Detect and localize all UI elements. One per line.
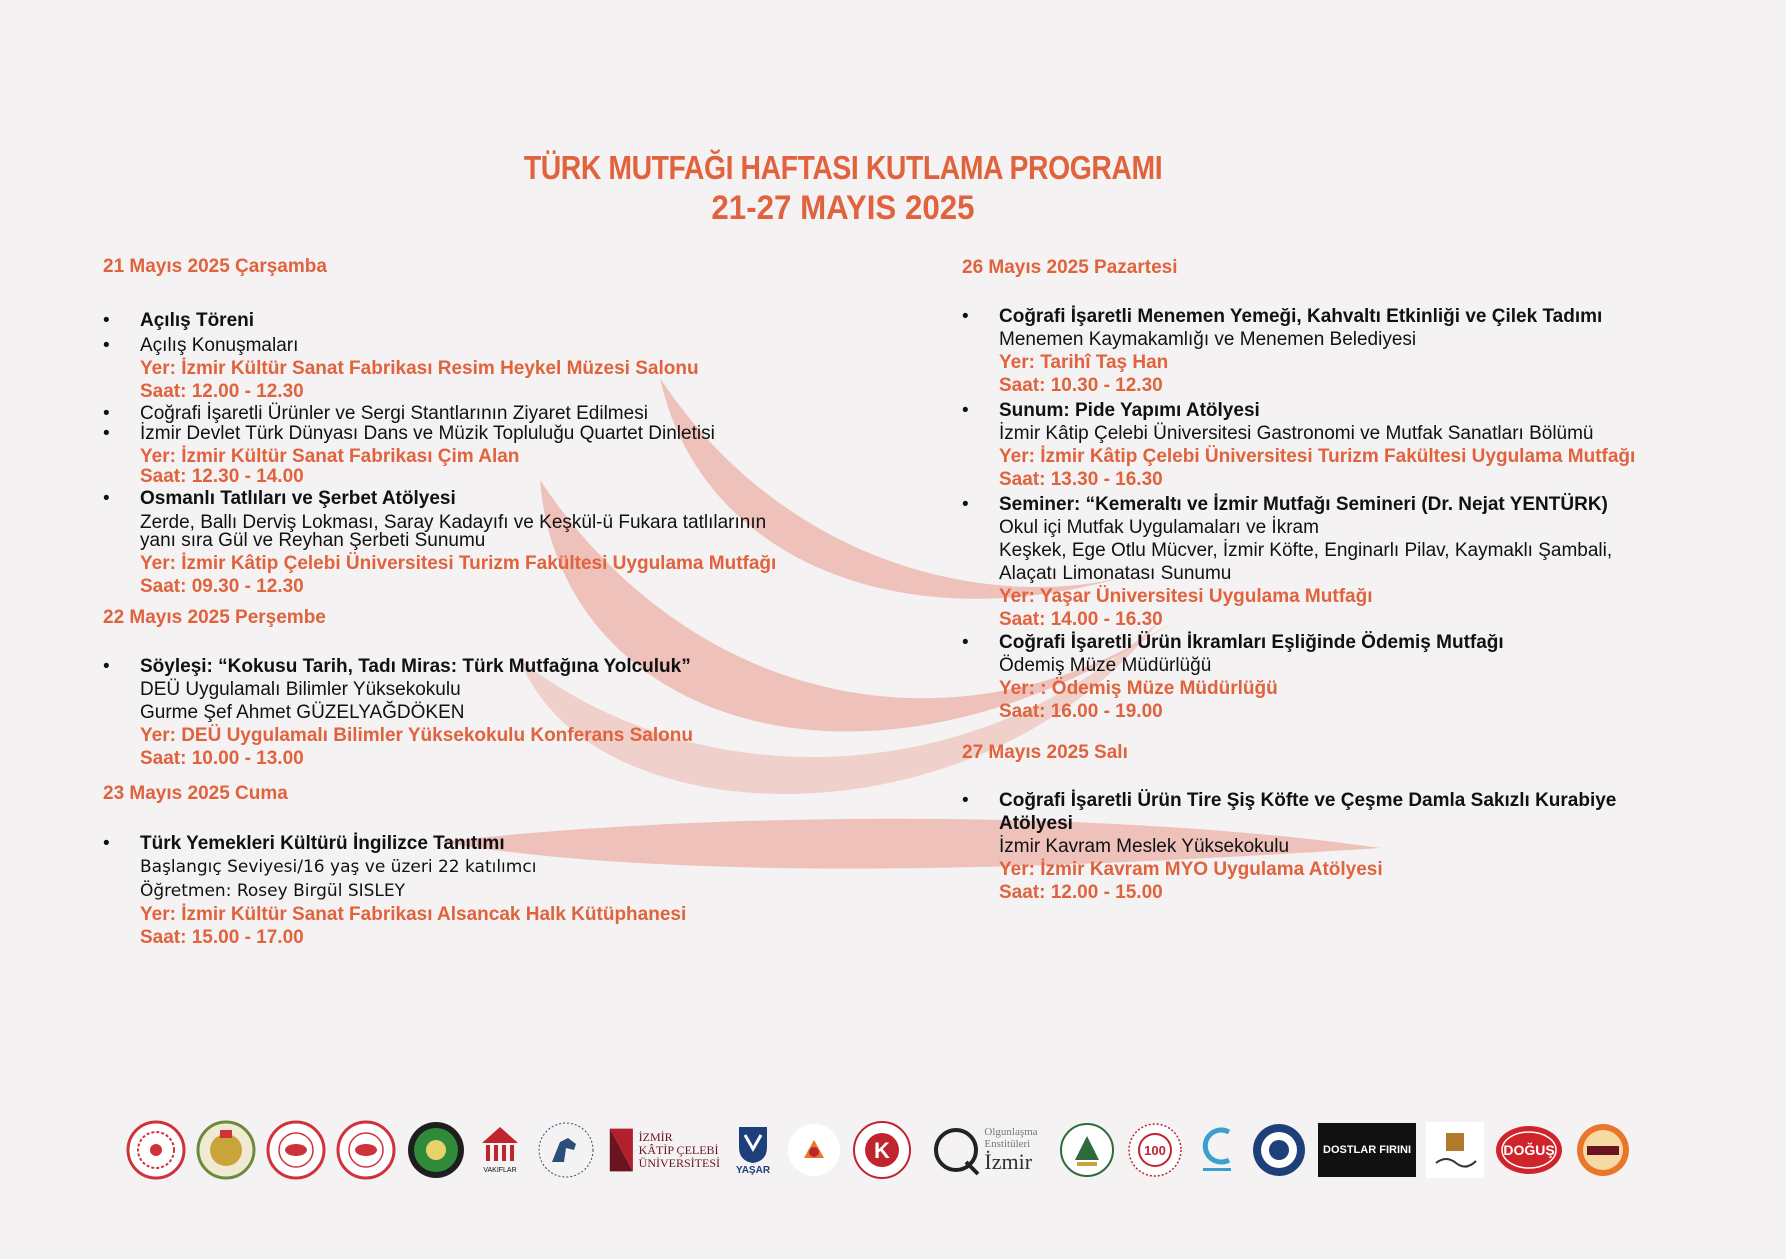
item-title: İzmir Devlet Türk Dünyası Dans ve Müzik Topluluğu Quartet Dinletisi: [140, 423, 715, 444]
item-detail: Ödemiş Müze Müdürlüğü: [999, 655, 1212, 676]
bullet-icon: •: [103, 423, 110, 444]
item-detail: Keşkek, Ege Otlu Mücver, İzmir Köfte, Enginarlı Pilav, Kaymaklı Şambali,: [999, 540, 1613, 561]
olgunlasma-text: [984, 1126, 1037, 1174]
program-item: [103, 422, 863, 488]
item-detail: yanı sıra Gül ve Reyhan Şerbeti Sunumu: [140, 530, 486, 551]
item-title-cont: Atölyesi: [999, 813, 1073, 834]
katip-line-2: KÂTİP ÇELEBİ: [638, 1142, 719, 1157]
olgunlasma-enstitusu-logo: [922, 1120, 1048, 1180]
anniversary-100-logo: [1126, 1120, 1184, 1180]
ustat-kardesler-logo: [1574, 1120, 1632, 1180]
item-title: Türk Yemekleri Kültürü İngilizce Tanıtımı: [140, 833, 505, 854]
day-heading: 27 Mayıs 2025 Salı: [962, 742, 1128, 763]
item-detail: DEÜ Uygulamalı Bilimler Yüksekokulu: [140, 679, 461, 700]
program-item: [962, 493, 1702, 631]
item-title: Coğrafi İşaretli Ürün İkramları Eşliğinde Ödemiş Mutfağı: [999, 632, 1504, 653]
day-heading: 26 Mayıs 2025 Pazartesi: [962, 257, 1178, 278]
program-item: [103, 832, 863, 949]
item-title: Coğrafi İşaretli Menemen Yemeği, Kahvaltı Etkinliği ve Çilek Tadımı: [999, 306, 1603, 327]
dostlar-firini-text: DOSTLAR FIRINI: [1323, 1144, 1411, 1156]
item-title: Coğrafi İşaretli Ürün Tire Şiş Köfte ve Çeşme Damla Sakızlı Kurabiye: [999, 790, 1617, 811]
item-detail: İzmir Kavram Meslek Yüksekokulu: [999, 836, 1290, 857]
program-item: [962, 789, 1702, 904]
katip-line-3: ÜNİVERSİTESİ: [638, 1155, 720, 1170]
balcova-termal-logo: [1194, 1120, 1240, 1180]
item-location: Yer: İzmir Kâtip Çelebi Üniversitesi Turizm Fakültesi Uygulama Mutfağı: [140, 553, 777, 574]
signature-brand-logo: [1426, 1122, 1484, 1178]
directorate-seal-logo: [266, 1120, 326, 1180]
green-emblem-logo: [406, 1120, 466, 1180]
program-item: [103, 334, 863, 403]
ministry-seal-logo: [126, 1120, 186, 1180]
item-time: Saat: 10.30 - 12.30: [999, 375, 1163, 396]
item-location: Yer: İzmir Kâtip Çelebi Üniversitesi Turizm Fakültesi Uygulama Mutfağı: [999, 446, 1636, 467]
katip-celebi-university-logo: [608, 1120, 720, 1180]
kavram-logo: [852, 1120, 912, 1180]
day-heading: 23 Mayıs 2025 Cuma: [103, 783, 288, 804]
item-title: Açılış Konuşmaları: [140, 335, 299, 356]
item-detail: İzmir Kâtip Çelebi Üniversitesi Gastronomi ve Mutfak Sanatları Bölümü: [999, 423, 1594, 444]
item-detail: Gurme Şef Ahmet GÜZELYAĞDÖKEN: [140, 702, 465, 723]
bullet-icon: •: [103, 335, 110, 356]
item-detail: Öğretmen: Rosey Birgül SISLEY: [140, 881, 406, 901]
bullet-icon: •: [103, 403, 110, 424]
bullet-icon: •: [103, 488, 110, 509]
left-column: [103, 255, 863, 949]
dogus-logo: [1494, 1120, 1564, 1180]
chamber-of-commerce-logo: [1058, 1120, 1116, 1180]
item-time: Saat: 12.00 - 12.30: [140, 381, 304, 402]
item-time: Saat: 12.00 - 15.00: [999, 882, 1163, 903]
item-time: Saat: 13.30 - 16.30: [999, 469, 1163, 490]
olgunlasma-line-1: Olgunlaşma: [984, 1126, 1038, 1138]
item-title: Söyleşi: “Kokusu Tarih, Tadı Miras: Türk Mutfağına Yolculuk”: [140, 656, 691, 677]
svg-text:100: 100: [1144, 1143, 1166, 1158]
item-location: Yer: Yaşar Üniversitesi Uygulama Mutfağı: [999, 586, 1373, 607]
program-item: [103, 309, 863, 332]
item-location: Yer: İzmir Kültür Sanat Fabrikası Çim Alan: [140, 446, 520, 467]
day-heading: 22 Mayıs 2025 Perşembe: [103, 607, 326, 628]
economy-university-logo: [786, 1120, 842, 1180]
bullet-icon: •: [962, 632, 969, 653]
program-item: [962, 631, 1702, 723]
page-title: [0, 148, 1686, 228]
item-time: Saat: 15.00 - 17.00: [140, 927, 304, 948]
dogus-text: DOĞUŞ: [1503, 1142, 1555, 1158]
item-time: Saat: 09.30 - 12.30: [140, 576, 304, 597]
item-location: Yer: Tarihî Taş Han: [999, 352, 1169, 373]
title-line-1: TÜRK MUTFAĞI HAFTASI KUTLAMA PROGRAMI: [523, 149, 1163, 186]
bullet-icon: •: [962, 306, 969, 327]
kavram-letter: K: [874, 1138, 890, 1163]
item-time: Saat: 10.00 - 13.00: [140, 748, 304, 769]
program-item: [103, 655, 863, 770]
item-time: Saat: 16.00 - 19.00: [999, 701, 1163, 722]
vakiflar-logo-text: VAKIFLAR: [483, 1166, 517, 1174]
governorship-seal-logo: [196, 1120, 256, 1180]
bullet-icon: •: [103, 310, 110, 331]
vakiflar-logo: [476, 1120, 524, 1180]
item-location: Yer: İzmir Kavram MYO Uygulama Atölyesi: [999, 859, 1383, 880]
title-line-2: 21-27 MAYIS 2025: [711, 189, 975, 227]
dostlar-firini-logo: [1318, 1123, 1416, 1177]
directorate-seal-logo-2: [336, 1120, 396, 1180]
day-heading: 21 Mayıs 2025 Çarşamba: [103, 256, 327, 277]
katip-line-1: İZMİR: [638, 1129, 673, 1144]
sponsor-logos-row: [126, 1118, 1646, 1182]
program-item: [103, 487, 863, 598]
bullet-icon: •: [103, 833, 110, 854]
bullet-icon: •: [962, 494, 969, 515]
olgunlasma-line-3: İzmir: [984, 1149, 1033, 1174]
item-location: Yer: İzmir Kültür Sanat Fabrikası Alsancak Halk Kütüphanesi: [140, 904, 687, 925]
university-horse-logo: [534, 1120, 598, 1180]
item-detail: Başlangıç Seviyesi/16 yaş ve üzeri 22 katılımcı: [140, 857, 537, 877]
item-location: Yer: : Ödemiş Müze Müdürlüğü: [999, 678, 1278, 699]
item-detail: Alaçatı Limonatası Sunumu: [999, 563, 1232, 584]
item-title: Seminer: “Kemeraltı ve İzmir Mutfağı Semineri (Dr. Nejat YENTÜRK): [999, 494, 1608, 515]
bullet-icon: •: [962, 400, 969, 421]
item-detail: Menemen Kaymakamlığı ve Menemen Belediyesi: [999, 329, 1417, 350]
olgunlasma-line-2: Enstitüleri: [984, 1138, 1031, 1150]
item-title: Osmanlı Tatlıları ve Şerbet Atölyesi: [140, 488, 456, 509]
right-column: [962, 256, 1702, 904]
item-title: Açılış Töreni: [140, 310, 255, 331]
blue-club-logo: [1250, 1120, 1308, 1180]
katip-celebi-text: [639, 1131, 720, 1170]
item-detail: Okul içi Mutfak Uygulamaları ve İkram: [999, 517, 1319, 538]
yasar-logo-text: YAŞAR: [735, 1164, 771, 1176]
item-title: Coğrafi İşaretli Ürünler ve Sergi Stantlarının Ziyaret Edilmesi: [140, 403, 648, 424]
program-item: [962, 399, 1702, 491]
program-item: [962, 305, 1702, 397]
item-title: Sunum: Pide Yapımı Atölyesi: [999, 400, 1260, 421]
item-time: Saat: 12.30 - 14.00: [140, 466, 304, 487]
item-detail: Zerde, Ballı Derviş Lokması, Saray Kadayıfı ve Keşkül-ü Fukara tatlılarının: [140, 512, 767, 533]
item-location: Yer: İzmir Kültür Sanat Fabrikası Resim Heykel Müzesi Salonu: [140, 358, 699, 379]
item-location: Yer: DEÜ Uygulamalı Bilimler Yüksekokulu Konferans Salonu: [140, 725, 693, 746]
yasar-university-logo: [730, 1120, 776, 1180]
item-time: Saat: 14.00 - 16.30: [999, 609, 1163, 630]
bullet-icon: •: [962, 790, 969, 811]
bullet-icon: •: [103, 656, 110, 677]
